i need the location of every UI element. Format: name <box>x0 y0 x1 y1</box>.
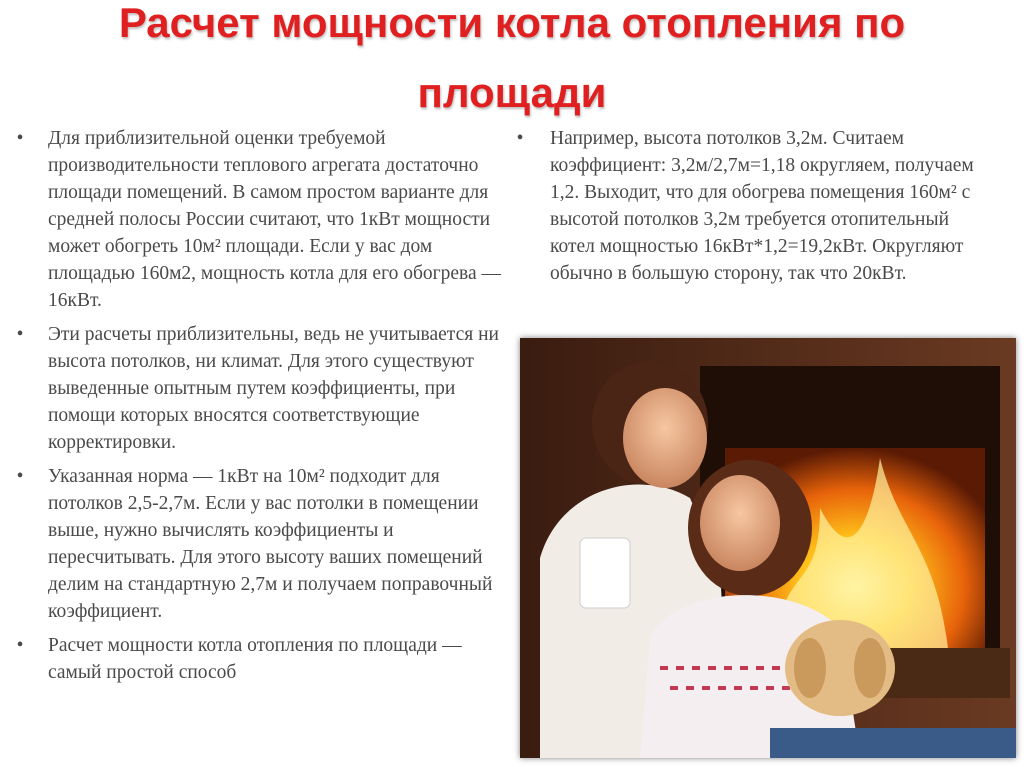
puppy-ear <box>854 638 886 698</box>
girl-face <box>700 475 780 571</box>
bullet-dot-icon: • <box>16 128 24 149</box>
bullet-item <box>10 321 510 456</box>
bullet-dot-icon: • <box>16 324 24 345</box>
left-column <box>10 125 510 693</box>
bullet-text: Эти расчеты приблизительны, ведь не учитывается ни высота потолков, ни климат. Для этого существуют выведенные опытным путем коэффициенты, при помощи которых вносятся соответствующие корректировки. <box>48 324 499 453</box>
bullet-dot-icon: • <box>16 466 24 487</box>
jeans <box>770 728 1016 758</box>
bullet-text: Для приблизительной оценки требуемой производительности теплового агрегата достаточно площади помещений. В самом простом варианте для средней полосы России считают, что 1кВт мощности может обогреть 10м² площади. Если у вас дом площадью 160м2, мощность котла для его обогрева — 16кВт. <box>48 128 502 311</box>
bullet-item <box>10 632 510 686</box>
bullet-item <box>10 463 510 625</box>
slide-title-line-2: площади <box>417 69 607 116</box>
mug <box>580 538 630 608</box>
puppy-ear <box>794 638 826 698</box>
bullet-item <box>510 125 980 287</box>
mother-face <box>623 388 707 488</box>
bullet-item <box>10 125 510 314</box>
bullet-dot-icon: • <box>16 635 24 656</box>
bullet-dot-icon: • <box>516 128 524 149</box>
right-column <box>510 125 980 294</box>
bullet-text: Расчет мощности котла отопления по площади — самый простой способ <box>48 635 462 683</box>
bullet-text: Например, высота потолков 3,2м. Считаем коэффициент: 3,2м/2,7м=1,18 округляем, получаем 1,2. Выходит, что для обогрева помещения 160м² с высотой потолков 3,2м требуется отопительный котел мощностью 16кВт*1,2=19,2кВт. Округляют обычно в большую сторону, так что 20кВт. <box>550 128 974 284</box>
bullet-text: Указанная норма — 1кВт на 10м² подходит для потолков 2,5-2,7м. Если у вас потолки в помещении выше, нужно вычислять коэффициенты и пересчитывать. Для этого высоту ваших помещений делим на стандартную 2,7м и получаем поправочный коэффициент. <box>48 466 493 622</box>
slide-title-line-1: Расчет мощности котла отопления по <box>118 0 906 46</box>
fireplace-family-photo <box>520 338 1016 758</box>
fireplace-family-illustration <box>520 338 1016 758</box>
